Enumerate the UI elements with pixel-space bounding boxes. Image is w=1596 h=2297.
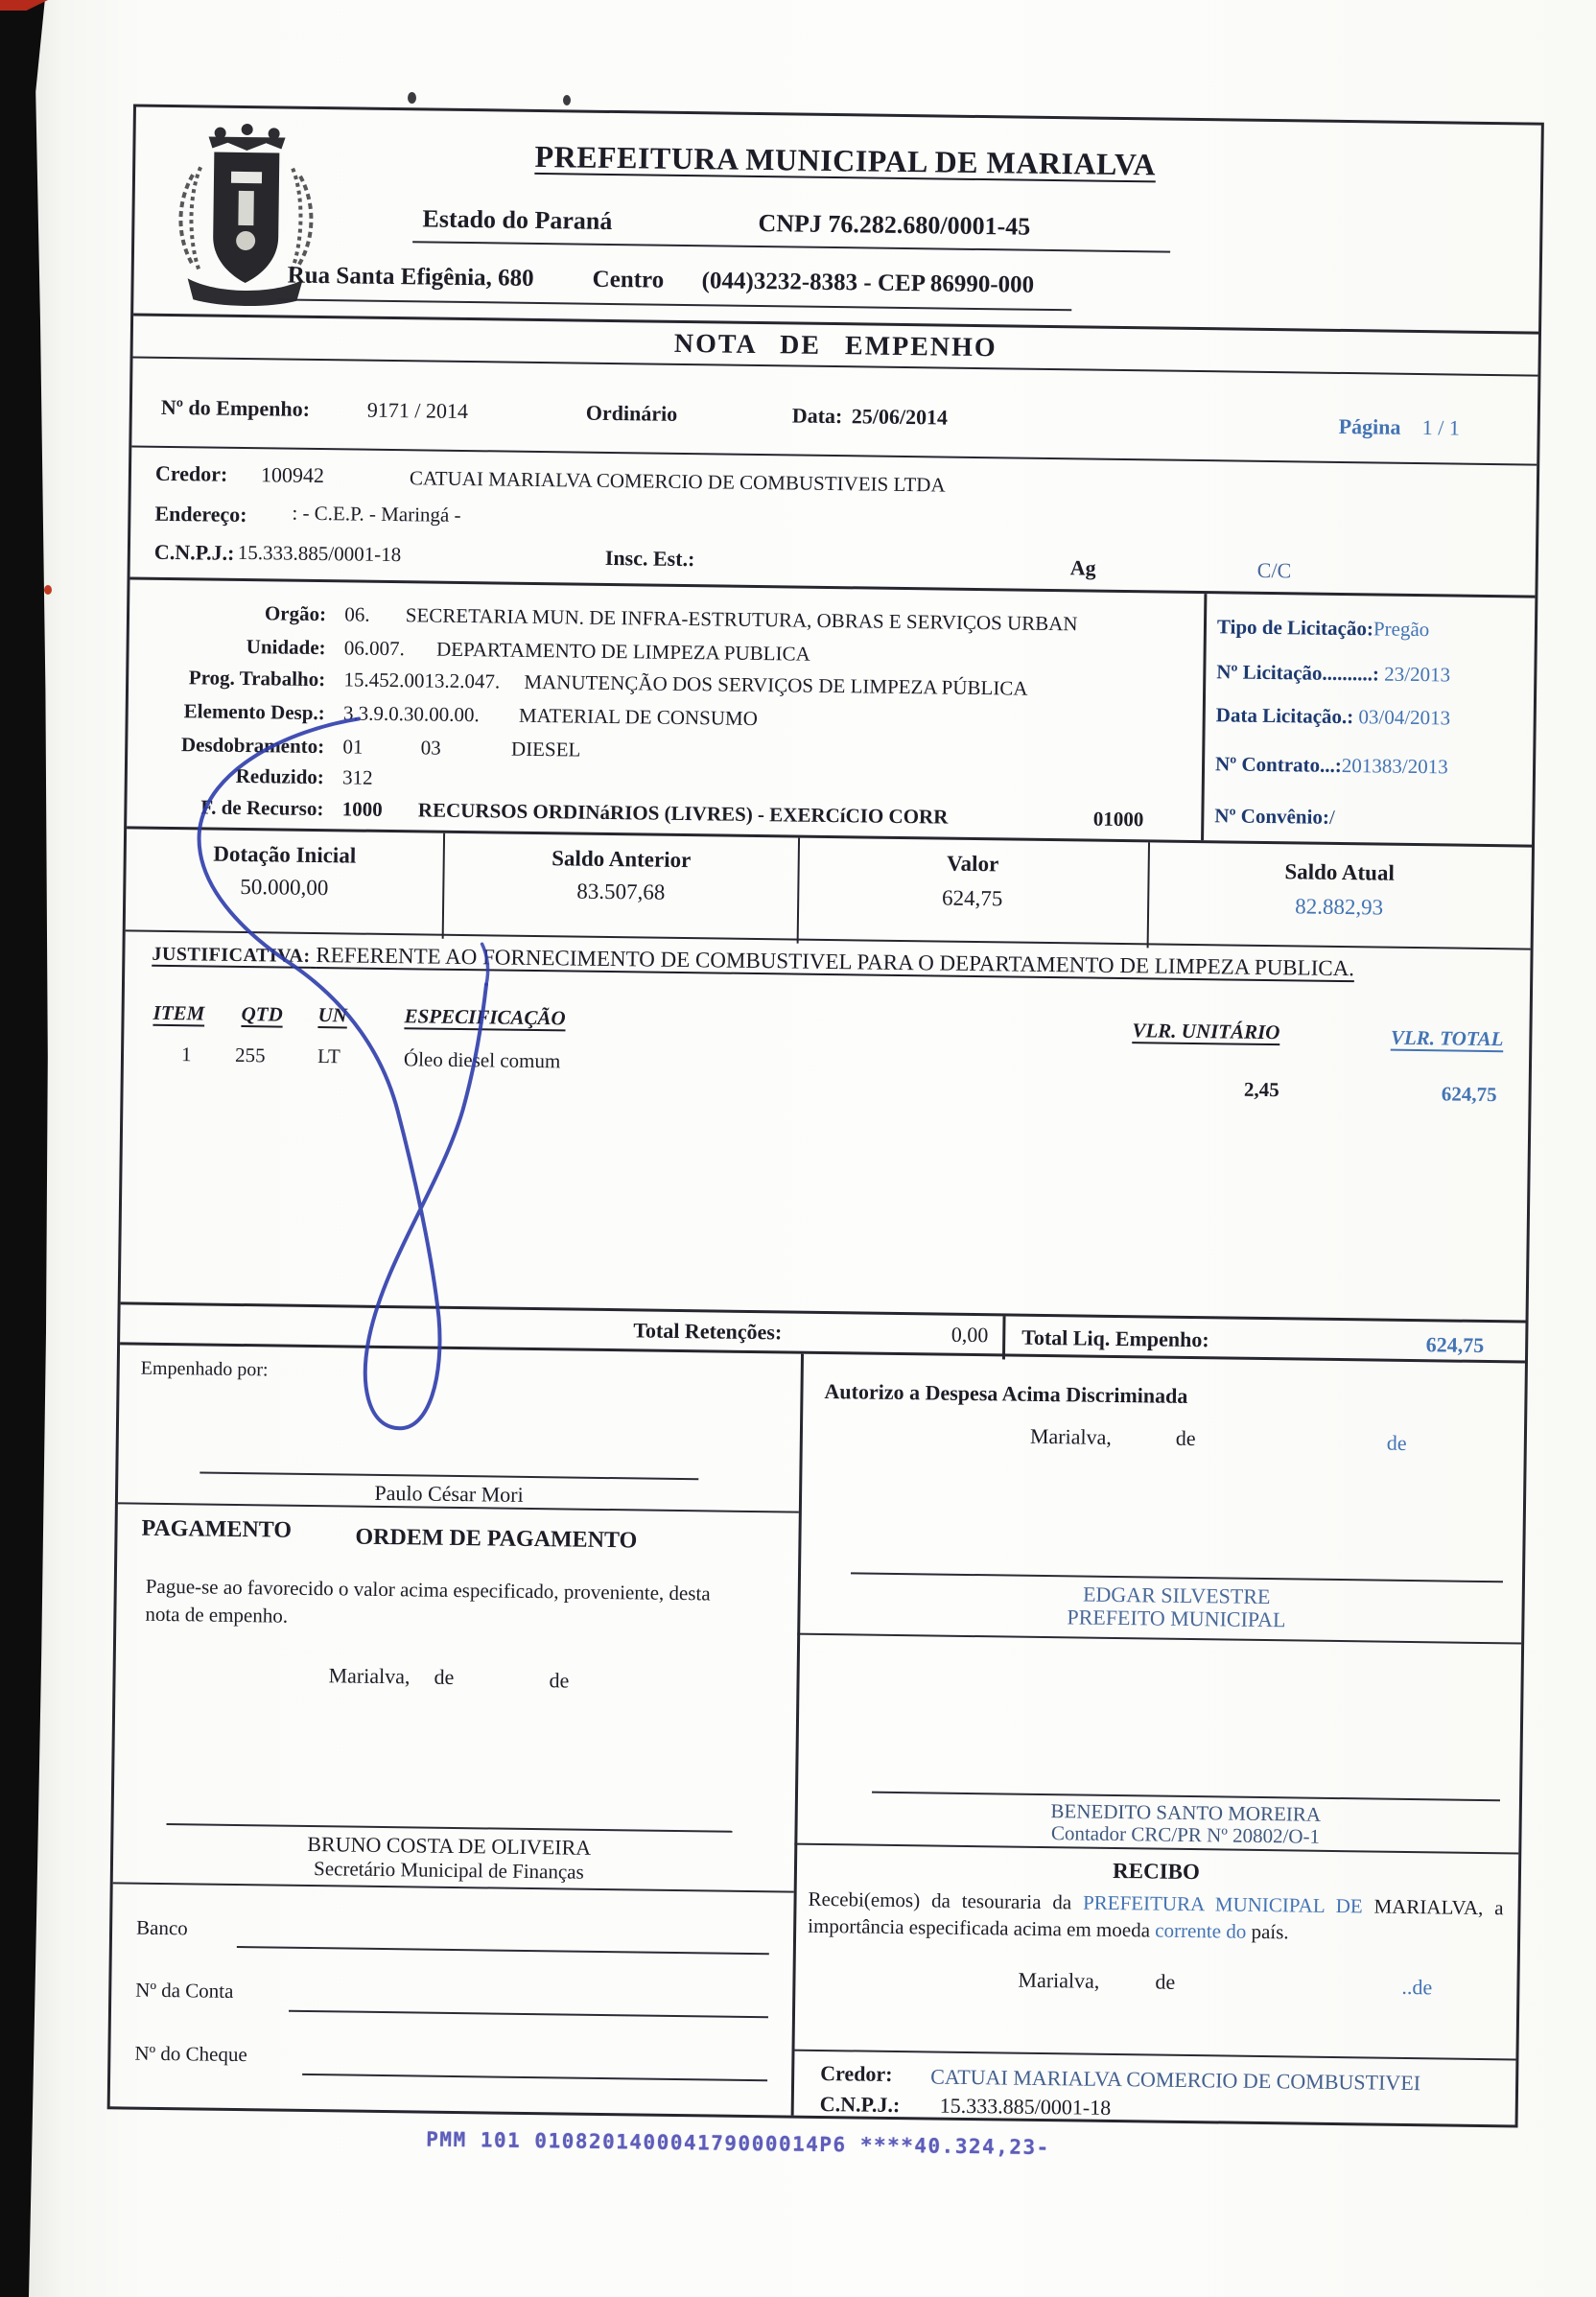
credor-footer-top-border xyxy=(791,2050,1515,2061)
cheque-line xyxy=(302,2074,767,2081)
prog-code: 15.452.0013.2.047. xyxy=(343,668,501,693)
pagamento-city: Marialva, xyxy=(328,1663,411,1689)
unidade-desc: DEPARTAMENTO DE LIMPEZA PUBLICA xyxy=(435,637,810,666)
fonte-extra-code: 01000 xyxy=(1092,807,1144,832)
saldo-atual-label: Saldo Atual xyxy=(1284,859,1395,885)
credor-footer-label: Credor: xyxy=(820,2060,893,2086)
credor-label: Credor: xyxy=(154,460,228,486)
unidade-label: Unidade: xyxy=(246,635,326,660)
doc-title: NOTA DE EMPENHO xyxy=(673,328,998,363)
orgao-row xyxy=(129,599,1194,638)
conta-line xyxy=(289,2010,768,2019)
saldo-atual-cell xyxy=(1147,842,1532,952)
item-number: 1 xyxy=(180,1043,192,1066)
right-divider-1 xyxy=(797,1633,1521,1645)
data-licitacao-value: 03/04/2013 xyxy=(1358,705,1451,730)
dotacao-inicial-value: 50.000,00 xyxy=(240,874,329,901)
credor-code: 100942 xyxy=(260,462,325,488)
num-convenio-value: / xyxy=(1328,805,1335,829)
ordem-pagamento-label: ORDEM DE PAGAMENTO xyxy=(355,1524,638,1554)
valor-cell xyxy=(797,838,1150,949)
grid-divider xyxy=(791,1354,804,2116)
banco-line xyxy=(237,1946,769,1955)
empenho-date-label: Data: xyxy=(791,403,843,429)
entity-address: Rua Santa Efigênia, 680 xyxy=(287,262,534,292)
prog-desc: MANUTENÇÃO DOS SERVIÇOS DE LIMPEZA PÚBLICA xyxy=(524,669,1028,700)
entity-district: Centro xyxy=(592,266,665,293)
cc-label: C/C xyxy=(1256,557,1292,583)
elemento-row xyxy=(129,698,1193,737)
pagamento-de2: de xyxy=(549,1668,570,1693)
banco-label: Banco xyxy=(135,1915,188,1940)
contador-name: BENEDITO SANTO MOREIRA xyxy=(1050,1799,1322,1826)
desdobramento-code2: 03 xyxy=(420,736,441,760)
cnpj-label: C.N.P.J.: xyxy=(153,539,235,565)
num-contrato-label: Nº Contrato...: xyxy=(1214,752,1343,777)
secretario-title: Secretário Municipal de Finanças xyxy=(313,1857,584,1884)
empenho-date: 25/06/2014 xyxy=(851,404,949,430)
insc-est-label: Insc. Est.: xyxy=(604,545,695,572)
page-number: 1 / 1 xyxy=(1421,415,1460,440)
licitacao-panel xyxy=(1214,594,1529,844)
num-licitacao-value: 23/2013 xyxy=(1384,662,1451,687)
red-speck-artifact xyxy=(44,585,52,595)
total-liq-label: Total Liq. Empenho: xyxy=(1021,1324,1209,1352)
item-qtd: 255 xyxy=(234,1043,266,1067)
endereco-value: : - C.E.P. - Maringá - xyxy=(292,501,461,527)
autorizo-de1: de xyxy=(1175,1425,1196,1451)
totals-divider xyxy=(1002,1316,1006,1359)
entity-cnpj: CNPJ 76.282.680/0001-45 xyxy=(758,208,1031,241)
empenhado-name: Paulo César Mori xyxy=(374,1480,524,1507)
saldo-anterior-value: 83.507,68 xyxy=(576,879,666,904)
item-vlr-total: 624,75 xyxy=(1441,1082,1497,1107)
item-vlr-unit: 2,45 xyxy=(1243,1077,1279,1102)
recibo-text xyxy=(808,1886,1504,1948)
empenho-type: Ordinário xyxy=(585,400,678,426)
dotacao-inicial-cell xyxy=(126,829,445,938)
item-espec: Óleo diesel comum xyxy=(403,1047,561,1073)
nota-de-empenho-form xyxy=(107,104,1544,2160)
total-liq-value: 624,75 xyxy=(1425,1332,1485,1357)
elemento-label: Elemento Desp.: xyxy=(183,699,325,725)
recibo-text-seg1: Recebi(emos) da tesouraria da xyxy=(808,1887,1084,1914)
ag-label: Ag xyxy=(1069,555,1096,580)
num-licitacao-label: Nº Licitação..........: xyxy=(1216,660,1380,686)
data-licitacao-row xyxy=(1216,703,1451,730)
saldo-atual-value: 82.882,93 xyxy=(1295,894,1384,920)
orgao-label: Orgão: xyxy=(264,601,327,626)
pague-se-text: Pague-se ao favorecido o valor acima especificado, proveniente, desta nota de empenho. xyxy=(145,1574,711,1628)
desdobramento-code: 01 xyxy=(342,735,364,759)
endereco-label: Endereço: xyxy=(154,501,247,527)
orgao-desc: SECRETARIA MUN. DE INFRA-ESTRUTURA, OBRAS E SERVIÇOS URBAN xyxy=(405,603,1078,636)
fonte-code: 1000 xyxy=(341,797,383,821)
num-convenio-label: Nº Convênio: xyxy=(1214,804,1330,829)
autorizo-label: Autorizo a Despesa Acima Discriminada xyxy=(824,1378,1188,1408)
budget-divider xyxy=(1201,594,1207,840)
saldo-anterior-label: Saldo Anterior xyxy=(552,846,692,873)
valor-value: 624,75 xyxy=(941,885,1003,911)
desdobramento-label: Desdobramento: xyxy=(180,733,325,759)
empenho-number-label: Nº do Empenho: xyxy=(160,394,311,421)
prog-label: Prog. Trabalho: xyxy=(188,666,326,691)
total-retencoes-label: Total Retenções: xyxy=(633,1318,783,1345)
num-licitacao-row xyxy=(1216,660,1450,687)
num-contrato-row xyxy=(1215,752,1448,779)
credor-block xyxy=(130,447,1537,598)
recibo-title: RECIBO xyxy=(1112,1858,1201,1885)
col-espec-header: ESPECIFICAÇÃO xyxy=(404,1004,566,1030)
ink-speck xyxy=(408,92,416,104)
reduzido-label: Reduzido: xyxy=(235,763,325,789)
header-rule xyxy=(412,241,1170,252)
recibo-de2: ..de xyxy=(1401,1974,1433,2000)
desdobramento-desc: DIESEL xyxy=(510,737,581,762)
empenhado-por-label: Empenhado por: xyxy=(140,1357,269,1381)
recibo-text-seg5: país. xyxy=(1246,1919,1289,1944)
col-vlr-unit-header: VLR. UNITÁRIO xyxy=(1132,1019,1280,1044)
tipo-licitacao-label: Tipo de Licitação: xyxy=(1216,615,1374,641)
tipo-licitacao-row xyxy=(1217,615,1430,642)
fonte-desc: RECURSOS ORDINáRIOS (LIVRES) - EXERCíCIO CORR xyxy=(417,798,949,829)
fonte-label: F. de Recurso: xyxy=(200,795,324,821)
num-contrato-value: 201383/2013 xyxy=(1341,753,1448,779)
form-header xyxy=(133,106,1541,334)
credor-footer-name: CATUAI MARIALVA COMERCIO DE COMBUSTIVEI xyxy=(929,2064,1421,2096)
autorizo-de2: de xyxy=(1386,1430,1407,1455)
conta-label: Nº da Conta xyxy=(135,1978,234,2003)
items-table xyxy=(121,994,1530,1320)
item-un: LT xyxy=(317,1044,340,1068)
dot-matrix-line: PMM 101 010820140004179000014P6 ****40.324,23- xyxy=(426,2127,1050,2160)
empenho-number: 9171 / 2014 xyxy=(366,397,469,424)
col-un-header: UN xyxy=(317,1003,348,1027)
prog-trabalho-row xyxy=(129,665,1193,703)
credor-footer-cnpj: 15.333.885/0001-18 xyxy=(939,2093,1112,2120)
budget-section xyxy=(127,579,1535,844)
entity-phone-cep: (044)3232-8383 - CEP 86990-000 xyxy=(701,268,1035,298)
tipo-licitacao-value: Pregão xyxy=(1373,617,1430,642)
prefeito-title: PREFEITO MUNICIPAL xyxy=(1067,1605,1286,1632)
justificativa-text: REFERENTE AO FORNECIMENTO DE COMBUSTIVEL PARA O DEPARTAMENTO DE LIMPEZA PUBLICA. xyxy=(316,943,1355,981)
valor-label: Valor xyxy=(946,851,999,877)
page-label: Página xyxy=(1338,413,1401,439)
cnpj-value: 15.333.885/0001-18 xyxy=(237,540,402,567)
data-licitacao-label: Data Licitação.: xyxy=(1215,703,1354,729)
elemento-code: 3.3.9.0.30.00.00. xyxy=(342,701,480,727)
reduzido-row xyxy=(128,762,1192,801)
pagamento-label: PAGAMENTO xyxy=(141,1515,293,1543)
entity-state: Estado do Paraná xyxy=(422,204,613,235)
recibo-city: Marialva, xyxy=(1018,1967,1100,1993)
col-vlr-total-header: VLR. TOTAL xyxy=(1390,1025,1504,1051)
signature-grid xyxy=(110,1345,1525,2124)
unidade-code: 06.007. xyxy=(343,636,406,661)
recibo-text-seg3: MARIALVA, a importância especificada acima em moeda xyxy=(808,1894,1504,1942)
prefeito-name: EDGAR SILVESTRE xyxy=(1082,1582,1271,1609)
dotacao-row xyxy=(126,826,1532,949)
recibo-text-seg4: corrente do xyxy=(1155,1918,1247,1943)
num-convenio-row xyxy=(1214,804,1335,830)
pagamento-de1: de xyxy=(434,1664,455,1689)
col-qtd-header: QTD xyxy=(241,1002,283,1026)
contador-title: Contador CRC/PR Nº 20802/O-1 xyxy=(1050,1821,1321,1848)
recibo-de1: de xyxy=(1155,1969,1176,1994)
secretario-name: BRUNO COSTA DE OLIVEIRA xyxy=(307,1831,592,1860)
scanner-edge-strip xyxy=(0,0,58,2297)
elemento-desc: MATERIAL DE CONSUMO xyxy=(518,703,758,731)
reduzido-code: 312 xyxy=(341,765,373,789)
credor-name: CATUAI MARIALVA COMERCIO DE COMBUSTIVEIS LTDA xyxy=(409,466,946,497)
total-retencoes-value: 0,00 xyxy=(951,1322,989,1348)
justificativa-label: JUSTIFICATIVA: xyxy=(152,943,311,967)
fonte-recurso-row xyxy=(127,794,1191,832)
col-item-header: ITEM xyxy=(153,1000,205,1025)
header-rule2 xyxy=(277,298,1071,311)
orgao-code: 06. xyxy=(344,602,370,626)
unidade-row xyxy=(129,633,1193,671)
credor-footer-cnpj-label: C.N.P.J.: xyxy=(819,2091,901,2118)
entity-title: PREFEITURA MUNICIPAL DE MARIALVA xyxy=(534,138,1157,182)
dotacao-inicial-label: Dotação Inicial xyxy=(213,841,357,868)
cheque-label: Nº do Cheque xyxy=(134,2041,247,2067)
ink-speck xyxy=(563,95,571,105)
recibo-text-seg2: PREFEITURA MUNICIPAL DE xyxy=(1082,1890,1363,1918)
autorizo-city: Marialva, xyxy=(1029,1423,1112,1449)
saldo-anterior-cell xyxy=(444,833,800,944)
